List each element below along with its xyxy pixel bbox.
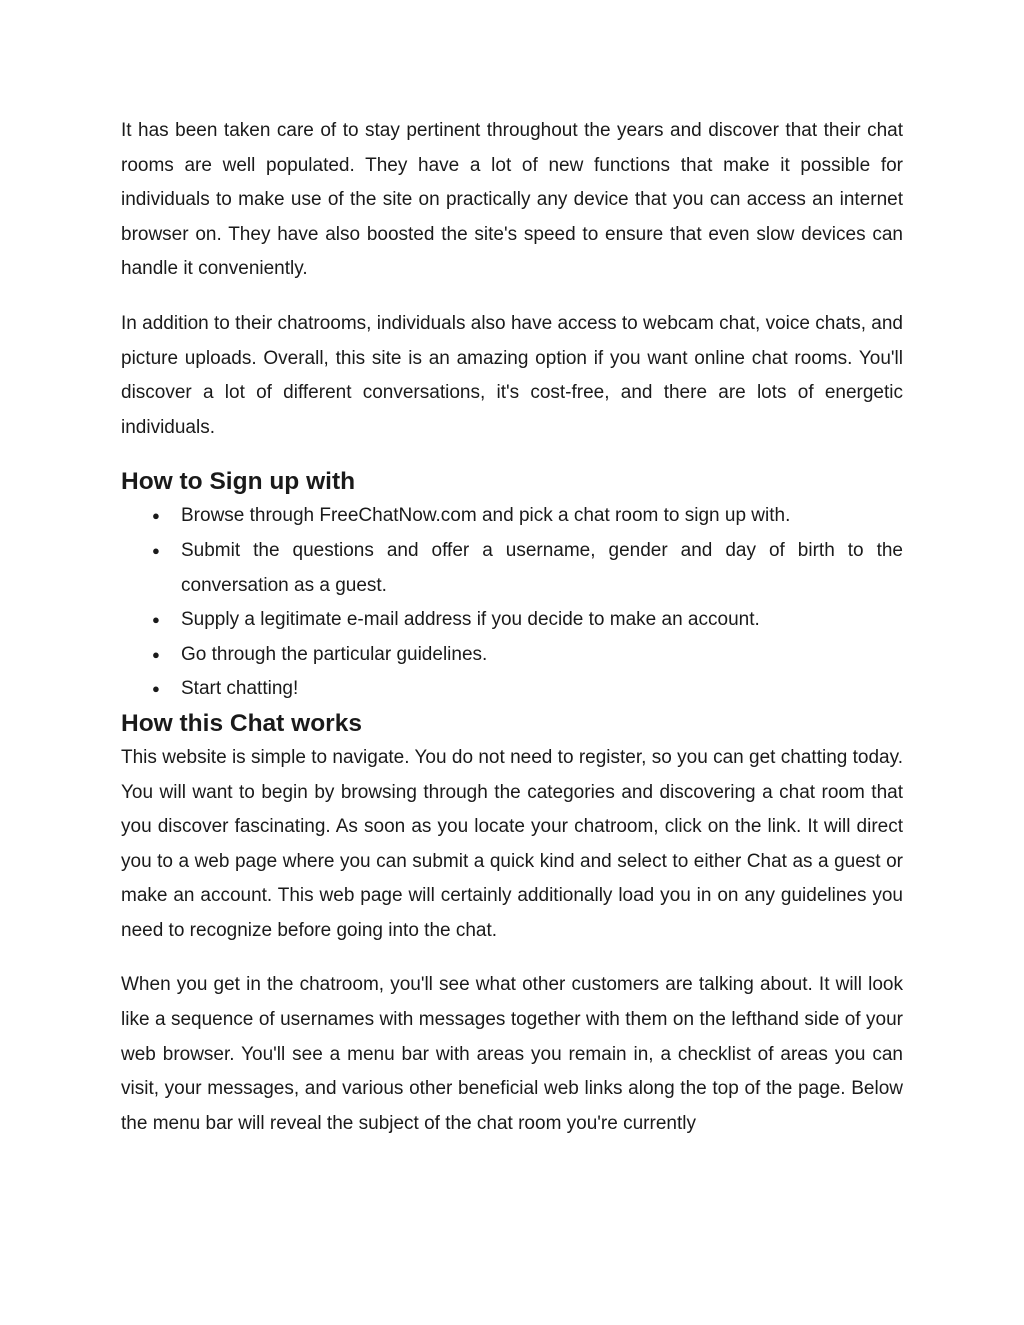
- document-page: [121, 114, 903, 1161]
- list-item: [121, 638, 903, 673]
- step-text: Supply a legitimate e-mail address if you decide to make an account.: [181, 609, 760, 631]
- signup-heading: How to Sign up with: [121, 468, 356, 496]
- list-item: [121, 534, 903, 603]
- bullet-icon: ●: [152, 508, 160, 524]
- bullet-icon: ●: [152, 681, 160, 697]
- works-paragraph-2: When you get in the chatroom, you'll see what other customers are talking about. It will look like a sequence of usernames with messages together with them on the lefthand side of your web browser. You'll see a menu bar with areas you remain in, a checklist of areas you can visit, your messages, and various other beneficial web links along the top of the page. Below the menu bar will reveal the subject of the chat room you're currently: [121, 974, 903, 1134]
- step-text: Start chatting!: [181, 678, 299, 700]
- bullet-icon: ●: [152, 542, 160, 558]
- intro-paragraph-1: It has been taken care of to stay pertinent throughout the years and discover that their chat rooms are well populated. They have a lot of new functions that make it possible for individuals to make use of the site on practically any device that you can access an internet browser on. They have also boosted the site's speed to ensure that even slow devices can handle it conveniently.: [121, 120, 903, 280]
- intro-paragraph-2: In addition to their chatrooms, individuals also have access to webcam chat, voice chats, and picture uploads. Overall, this site is an amazing option if you want online chat rooms. You'll discover a lot of different conversations, it's cost-free, and there are lots of energetic individuals.: [121, 312, 903, 438]
- works-heading: How this Chat works: [121, 709, 362, 737]
- step-text: Submit the questions and offer a username, gender and day of birth to the conversation as a guest.: [181, 539, 903, 596]
- signup-steps-list: [121, 499, 903, 707]
- list-item: [121, 603, 903, 638]
- bullet-icon: ●: [152, 646, 160, 662]
- list-item: [121, 499, 903, 534]
- step-text: Go through the particular guidelines.: [181, 643, 488, 665]
- step-text: Browse through FreeChatNow.com and pick a chat room to sign up with.: [181, 505, 791, 527]
- works-paragraph-1: This website is simple to navigate. You do not need to register, so you can get chatting today. You will want to begin by browsing through the categories and discovering a chat room that you discover fascinating. As soon as you locate your chatroom, click on the link. It will direct you to a web page where you can submit a quick kind and select to either Chat as a guest or make an account. This web page will certainly additionally load you in on any guidelines you need to recognize before going into the chat.: [121, 746, 903, 941]
- bullet-icon: ●: [152, 612, 160, 628]
- list-item: [121, 672, 903, 707]
